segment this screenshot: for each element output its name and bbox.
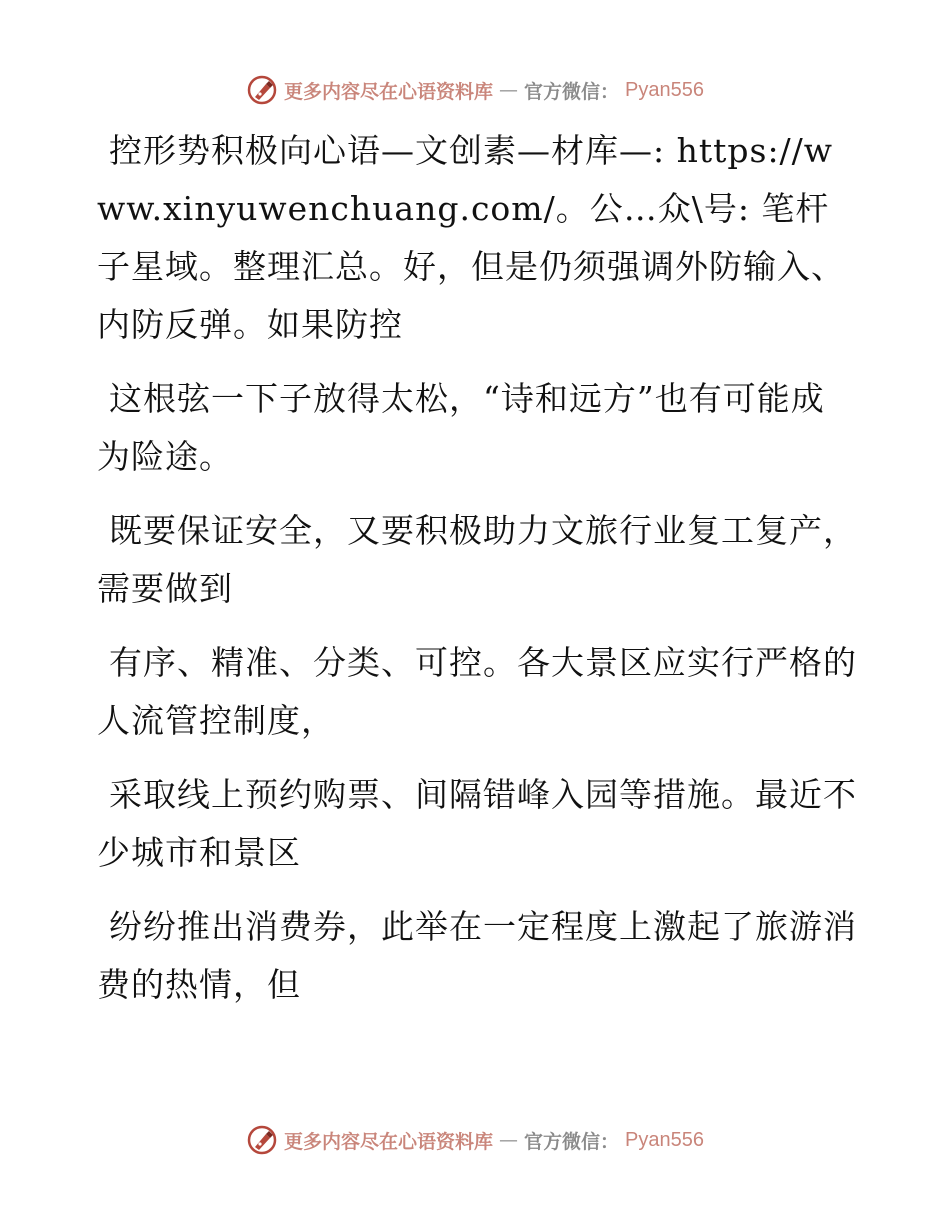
pen-nib-logo-icon — [246, 1124, 278, 1156]
footer-banner — [0, 1122, 950, 1158]
document-body — [97, 122, 857, 1030]
separator-dash: — — [499, 79, 519, 101]
paragraph-3: 既要保证安全，又要积极助力文旅行业复工复产，需要做到 — [97, 511, 857, 608]
official-wechat-label: 官方微信： — [524, 1130, 620, 1153]
official-wechat-label: 官方微信： — [524, 80, 620, 103]
separator-dash: — — [499, 1129, 519, 1151]
paragraph-6: 纷纷推出消费券，此举在一定程度上激起了旅游消费的热情，但 — [97, 907, 857, 1004]
promo-text: 更多内容尽在心语资料库 — [284, 1130, 494, 1153]
paragraph-4: 有序、精准、分类、可控。各大景区应实行严格的人流管控制度， — [97, 643, 857, 740]
promo-text: 更多内容尽在心语资料库 — [284, 80, 494, 103]
wechat-id: Pyan556 — [625, 78, 704, 101]
header-banner — [0, 72, 950, 108]
paragraph-2: 这根弦一下子放得太松，“诗和远方”也有可能成为险途。 — [97, 379, 825, 476]
pen-nib-logo-icon — [246, 74, 278, 106]
paragraph-1: 控形势积极向心语—文创素—材库—: https://www.xinyuwenchuang.com/。公…众\号: 笔杆子星域。整理汇总。好，但是仍须强调外防输入、内防反弹。如果防控 — [97, 131, 845, 344]
wechat-id: Pyan556 — [625, 1128, 704, 1151]
paragraph-5: 采取线上预约购票、间隔错峰入园等措施。最近不少城市和景区 — [97, 775, 857, 872]
